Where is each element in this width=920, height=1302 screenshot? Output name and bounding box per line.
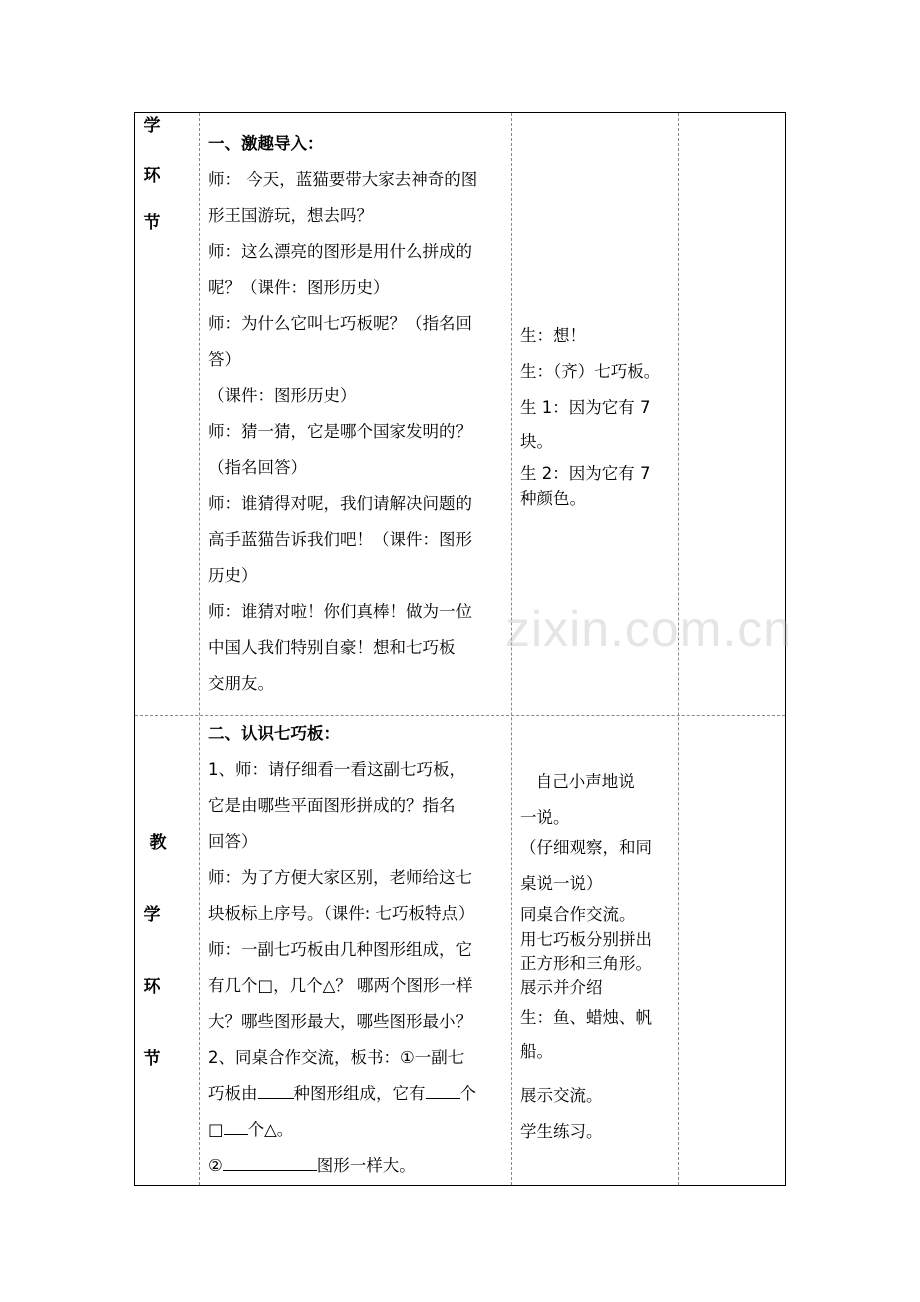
teacher-line: 历史） bbox=[208, 566, 258, 585]
teacher-line: 师： 今天，蓝猫要带大家去神奇的图 bbox=[208, 170, 478, 189]
student-line: 块。 bbox=[520, 432, 553, 451]
student-line: 桌说一说） bbox=[520, 874, 603, 893]
student-line: 自己小声地说 bbox=[520, 772, 635, 791]
teacher-line: 师：为什么它叫七巧板呢？（指名回 bbox=[208, 314, 472, 333]
section-heading: 二、认识七巧板： bbox=[208, 724, 340, 743]
stage-label-char: 教 bbox=[149, 833, 167, 853]
teacher-line: 答） bbox=[208, 350, 241, 369]
student-line: 同桌合作交流。 bbox=[520, 905, 636, 924]
student-line: 正方形和三角形。 bbox=[520, 954, 652, 973]
teacher-line: 回答） bbox=[208, 832, 258, 851]
answer-blank bbox=[258, 1078, 294, 1099]
student-line: 展示并介绍 bbox=[520, 978, 603, 997]
teacher-line: 形王国游玩，想去吗？ bbox=[208, 206, 373, 225]
teacher-line: 师：这么漂亮的图形是用什么拼成的 bbox=[208, 242, 472, 261]
student-line: 生 2：因为它有 7 bbox=[520, 464, 651, 483]
teacher-line: 高手蓝猫告诉我们吧！（课件：图形 bbox=[208, 530, 472, 549]
fill-in-line bbox=[208, 1148, 416, 1184]
student-line: 用七巧板分别拼出 bbox=[520, 930, 652, 949]
teacher-line: 师：猜一猜，它是哪个国家发明的？ bbox=[208, 422, 472, 441]
teacher-line: 它是由哪些平面图形拼成的？指名 bbox=[208, 796, 456, 815]
student-line: 生：想！ bbox=[520, 326, 586, 345]
fill-text: 个 bbox=[459, 1084, 476, 1103]
teacher-line: 交朋友。 bbox=[208, 674, 274, 693]
fill-text: 种图形组成，它有 bbox=[293, 1084, 426, 1103]
stage-label-char: 学 bbox=[143, 905, 161, 925]
fill-in-line bbox=[208, 1112, 293, 1148]
student-line: 种颜色。 bbox=[520, 489, 586, 508]
teacher-line: 师：谁猜得对呢，我们请解决问题的 bbox=[208, 494, 472, 513]
stage-label-char: 环 bbox=[143, 977, 161, 997]
teacher-line: 师：一副七巧板由几种图形组成，它 bbox=[208, 940, 472, 959]
teacher-line: 1、师：请仔细看一看这副七巧板， bbox=[208, 760, 466, 779]
stage-label-char: 学 bbox=[143, 116, 161, 136]
fill-text: 巧板由 bbox=[208, 1084, 258, 1103]
teacher-line: 块板标上序号。（课件: 七巧板特点） bbox=[208, 904, 475, 923]
answer-blank bbox=[426, 1078, 460, 1099]
teacher-line: （课件：图形历史） bbox=[208, 386, 357, 405]
teacher-line: 2、同桌合作交流，板书：①一副七 bbox=[208, 1048, 465, 1067]
fill-text: 图形一样大。 bbox=[316, 1156, 416, 1175]
student-line: （仔细观察，和同 bbox=[520, 838, 652, 857]
teacher-line: 师：为了方便大家区别，老师给这七 bbox=[208, 868, 472, 887]
teacher-line: 大？哪些图形最大，哪些图形最小？ bbox=[208, 1012, 472, 1031]
student-line: 生 1：因为它有 7 bbox=[520, 398, 651, 417]
teacher-line: 师：谁猜对啦！你们真棒！做为一位 bbox=[208, 602, 472, 621]
fill-in-line bbox=[208, 1076, 476, 1112]
teacher-line: 有几个□，几个△？ 哪两个图形一样 bbox=[208, 976, 473, 995]
student-line: 生：鱼、蜡烛、帆 bbox=[520, 1008, 652, 1027]
student-line: 一说。 bbox=[520, 808, 570, 827]
stage-label-char: 节 bbox=[143, 213, 161, 233]
column-divider bbox=[199, 113, 200, 1185]
student-line: 学生练习。 bbox=[520, 1122, 603, 1141]
answer-blank bbox=[224, 1114, 248, 1135]
stage-label-char: 环 bbox=[143, 166, 161, 186]
student-line: 展示交流。 bbox=[520, 1086, 603, 1105]
student-line: 船。 bbox=[520, 1042, 553, 1061]
section-heading: 一、激趣导入： bbox=[208, 134, 324, 153]
fill-text: ② bbox=[208, 1156, 223, 1175]
teacher-line: 呢？（课件：图形历史） bbox=[208, 278, 390, 297]
fill-text: 个△。 bbox=[247, 1120, 294, 1139]
student-line: 生：（齐）七巧板。 bbox=[520, 362, 661, 381]
stage-label-char: 节 bbox=[143, 1049, 161, 1069]
square-symbol: □ bbox=[208, 1120, 224, 1139]
watermark: zixin.com.cn bbox=[505, 601, 793, 657]
answer-blank bbox=[223, 1150, 317, 1171]
teacher-line: 中国人我们特别自豪！想和七巧板 bbox=[208, 638, 456, 657]
teacher-line: （指名回答） bbox=[208, 458, 307, 477]
